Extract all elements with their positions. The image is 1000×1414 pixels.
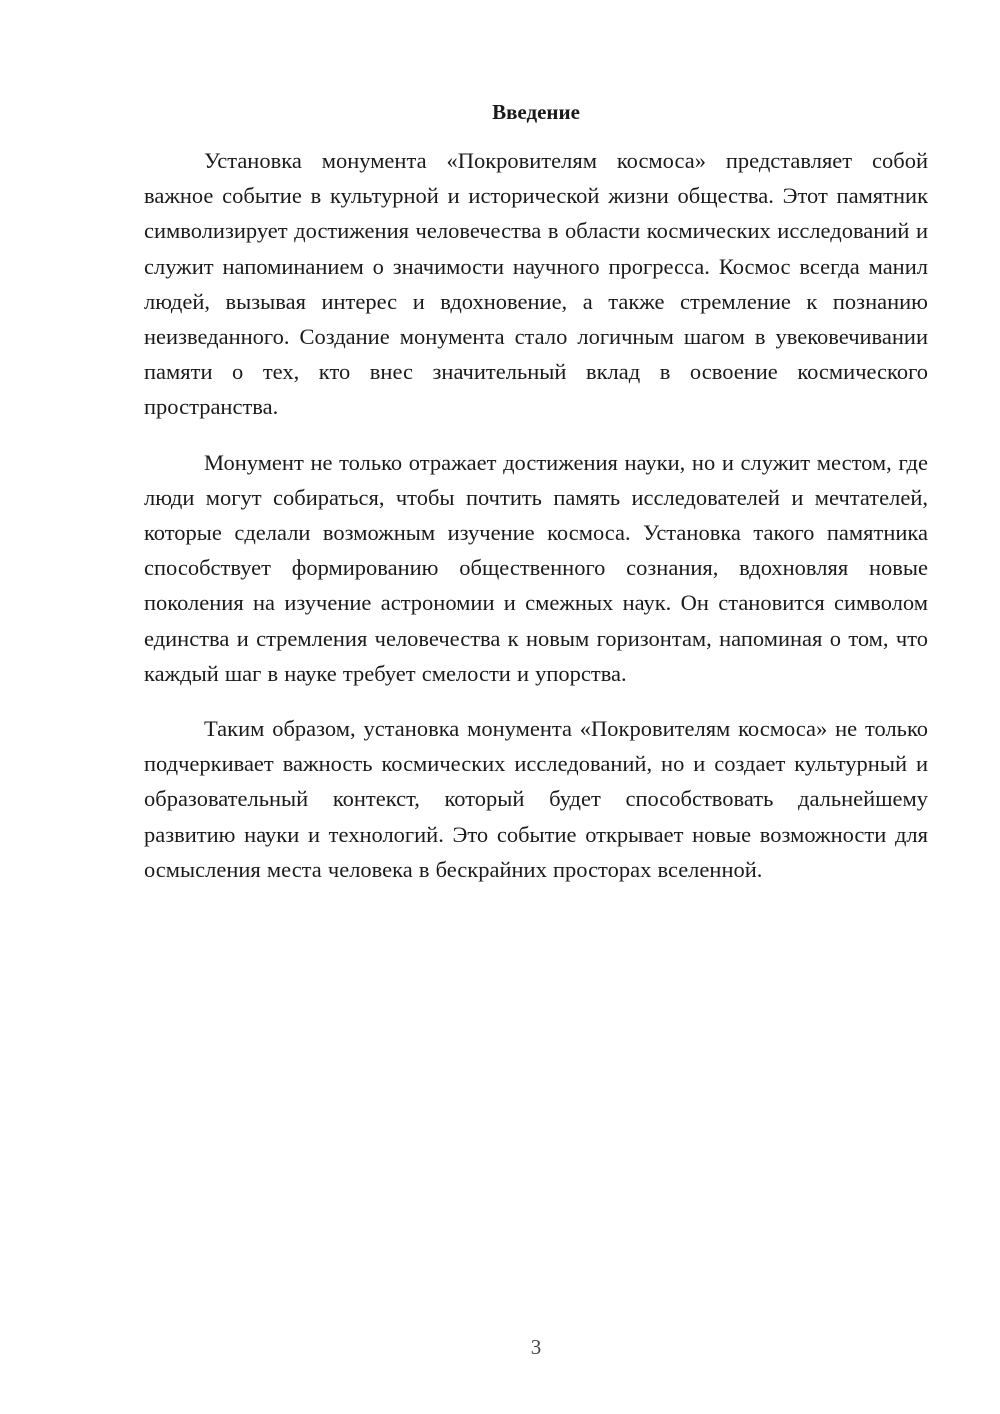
paragraph-1: Установка монумента «Покровителям космоса» представляет собой важное событие в культурной и исторической жизни общества. Этот памятник символизирует достижения человечества в области космических исследований и служит напоминанием о значимости научного прогресса. Космос всегда манил людей, вызывая интерес и вдохновение, а также стремление к познанию неизведанного. Создание монумента стало логичным шагом в увековечивании памяти о тех, кто внес значительный вклад в освоение космического пространства. <box>144 148 928 420</box>
paragraph-2: Монумент не только отражает достижения науки, но и служит местом, где люди могут собираться, чтобы почтить память исследователей и мечтателей, которые сделали возможным изучение космоса. Установка такого памятника способствует формированию общественного сознания, вдохновляя новые поколения на изучение астрономии и смежных наук. Он становится символом единства и стремления человечества к новым горизонтам, напоминая о том, что каждый шаг в науке требует смелости и упорства. <box>144 449 928 686</box>
page-number: 3 <box>530 1335 542 1359</box>
body-text <box>144 143 928 907</box>
section-heading: Введение <box>492 100 580 124</box>
paragraph-3: Таким образом, установка монумента «Покровителям космоса» не только подчеркивает важность космических исследований, но и создает культурный и образовательный контекст, который будет способствовать дальнейшему развитию науки и технологий. Это событие открывает новые возможности для осмысления места человека в бескрайних просторах вселенной. <box>144 716 928 882</box>
